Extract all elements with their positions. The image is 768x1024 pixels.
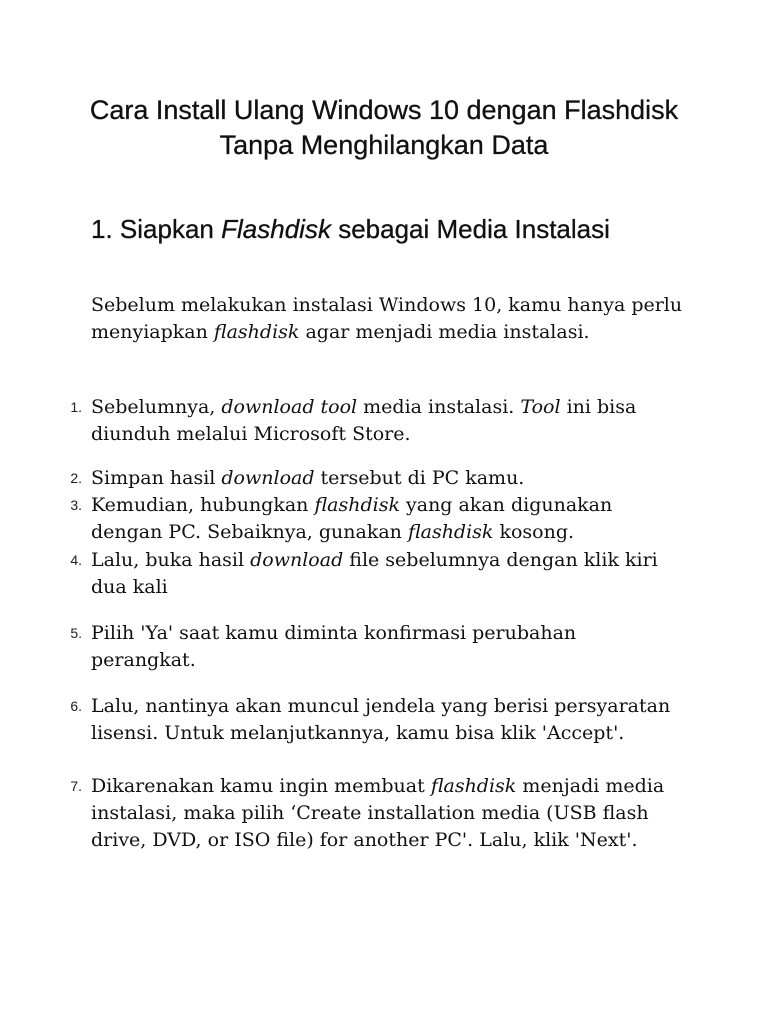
list-item-number: 5. — [70, 625, 82, 641]
list-item-number: 2. — [70, 470, 82, 486]
italic-term: flashdisk — [213, 321, 300, 343]
list-item-text — [91, 492, 681, 546]
text-run: Simpan hasil — [91, 467, 222, 489]
list-item-number: 7. — [70, 778, 82, 794]
text-run: Kemudian, hubungkan — [91, 494, 315, 516]
text-run: Pilih 'Ya' saat kamu diminta konfirmasi perubahan perangkat. — [91, 622, 577, 671]
text-run: menjadi media instalasi, maka pilih ‘Create installation media (USB flash drive, DVD, or ISO file) for another PC'. Lalu, klik 'Next'. — [91, 775, 665, 851]
list-item-text — [91, 693, 671, 747]
text-run: ini bisa diunduh melalui Microsoft Store. — [91, 396, 637, 445]
text-run: yang akan digunakan dengan PC. Sebaiknya, gunakan — [91, 494, 613, 543]
section-heading-after: sebagai Media Instalasi — [338, 214, 610, 244]
text-run: file sebelumnya dengan klik kiri dua kali — [91, 549, 658, 598]
text-run: Dikarenakan kamu ingin membuat — [91, 775, 431, 797]
section-number: 1. — [91, 214, 113, 244]
text-run: Lalu, buka hasil — [91, 549, 251, 571]
section-heading — [91, 212, 691, 246]
italic-term: download — [250, 549, 344, 571]
italic-term: flashdisk — [430, 775, 517, 797]
text-run: agar menjadi media instalasi. — [299, 321, 590, 343]
section-heading-italic: Flashdisk — [221, 214, 331, 244]
text-run: kosong. — [493, 521, 575, 543]
italic-term: download tool — [221, 396, 358, 418]
section-heading-before: Siapkan — [119, 214, 214, 244]
list-item-text — [91, 773, 691, 854]
intro-paragraph — [91, 292, 711, 346]
italic-term: download — [221, 467, 315, 489]
list-item-number: 6. — [70, 698, 82, 714]
list-item-text — [91, 620, 651, 674]
list-item-text — [91, 547, 671, 601]
list-item-text — [91, 394, 711, 448]
text-run: tersebut di PC kamu. — [314, 467, 525, 489]
italic-term: Tool — [520, 396, 561, 418]
list-item-text — [91, 465, 691, 492]
text-run: media instalasi. — [357, 396, 521, 418]
text-run: Lalu, nantinya akan muncul jendela yang berisi persyaratan lisensi. Untuk melanjutkannya, kamu bisa klik 'Accept'. — [91, 695, 671, 744]
document-title: Cara Install Ulang Windows 10 dengan Flashdisk Tanpa Menghilangkan Data — [89, 95, 679, 160]
list-item-number: 3. — [70, 497, 82, 513]
text-run: Sebelumnya, — [91, 396, 222, 418]
list-item-number: 1. — [70, 399, 82, 415]
italic-term: flashdisk — [314, 494, 400, 516]
italic-term: flashdisk — [407, 521, 494, 543]
text-run: Sebelum melakukan instalasi Windows 10, kamu hanya perlu menyiapkan — [91, 294, 683, 343]
list-item-number: 4. — [70, 552, 82, 568]
